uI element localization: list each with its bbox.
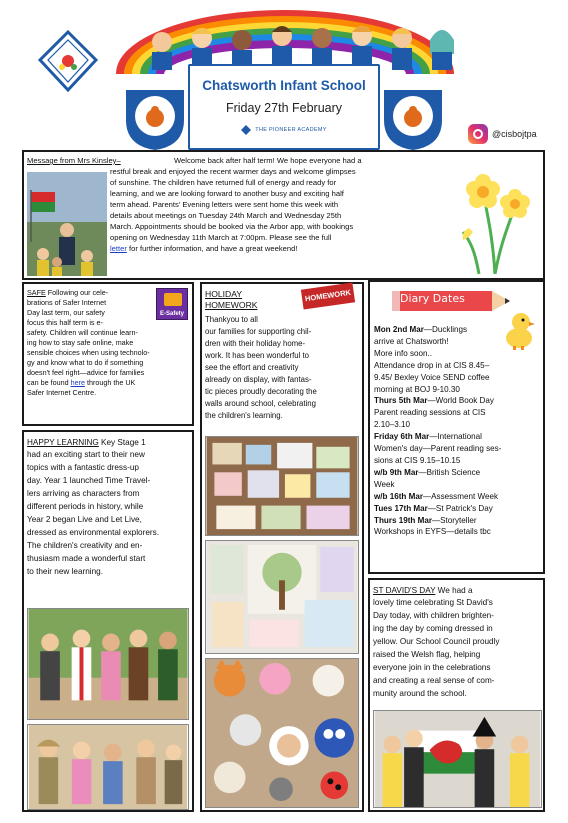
diary-entry bbox=[374, 431, 542, 443]
holiday-line: walls around school, celebrating bbox=[205, 399, 316, 408]
instagram-icon bbox=[468, 124, 488, 144]
holiday-homework-box bbox=[200, 282, 364, 812]
holiday-line: already on display, with fantas- bbox=[205, 375, 312, 384]
diary-entry bbox=[374, 443, 542, 455]
safe-line: SAFE Following our cele- bbox=[27, 288, 109, 297]
diary-entry bbox=[374, 360, 542, 372]
happy-heading: HAPPY LEARNING bbox=[27, 438, 99, 447]
diary-entry bbox=[374, 515, 542, 527]
diary-entry bbox=[374, 467, 542, 479]
diary-entry-date: w/b 16th Mar bbox=[374, 491, 424, 501]
diary-entry bbox=[374, 348, 542, 360]
safe-line: brations of Safer Internet bbox=[27, 298, 107, 307]
welsh-flag-photo bbox=[373, 710, 542, 808]
staff-photo bbox=[27, 172, 107, 276]
happy-line: lers arriving as characters from bbox=[27, 489, 140, 498]
david-line: yellow. Our School Council proudly bbox=[373, 637, 500, 646]
holiday-line: see the effort and creativity bbox=[205, 363, 299, 372]
holiday-line: the children's learning. bbox=[205, 411, 283, 420]
safe-line: ing how to stay safe online, make bbox=[27, 338, 134, 347]
pioneer-academy-logo bbox=[38, 30, 98, 92]
holiday-line: Thankyou to all bbox=[205, 315, 258, 324]
safe-line: can be found here through the UK bbox=[27, 378, 136, 387]
diary-entry-text: —International bbox=[429, 432, 482, 442]
diary-entry-text: sions at CIS 9.15–10.15 bbox=[374, 455, 461, 465]
safe-heading: SAFE bbox=[27, 288, 46, 297]
diary-entry-text: —Assessment Week bbox=[423, 491, 498, 501]
message-line: Welcome back after half term! We hope everyone had a bbox=[174, 156, 362, 165]
holiday-line: work. It has been wonderful to bbox=[205, 351, 310, 360]
message-line: opening on Wednesday 11th March at 7:00pm. Please see the full bbox=[110, 233, 332, 242]
happy-line: had an exciting start to their new bbox=[27, 450, 145, 459]
message-line: learning, and we are looking forward to another busy and exciting half bbox=[110, 189, 344, 198]
safe-line: safety. Children will continue learn- bbox=[27, 328, 138, 337]
diary-entry-text: Week bbox=[374, 479, 395, 489]
david-line: ST DAVID'S DAY We had a bbox=[373, 586, 473, 595]
david-line: and creating a real sense of com- bbox=[373, 676, 495, 685]
diary-entry bbox=[374, 384, 542, 396]
e-safety-badge: E-Safety bbox=[156, 288, 188, 320]
holiday-line: dren with their holiday home- bbox=[205, 339, 306, 348]
holiday-line: tic pieces proudly decorating the bbox=[205, 387, 317, 396]
daffodil-icon bbox=[455, 162, 537, 274]
diary-entry bbox=[374, 372, 542, 384]
happy-line: topics with a fantastic dress-up bbox=[27, 463, 139, 472]
diary-entry-text: 9.45/ Bexley Voice SEND coffee bbox=[374, 372, 490, 382]
safe-box bbox=[22, 282, 194, 426]
safe-line: sensible choices when using technolo- bbox=[27, 348, 150, 357]
diary-entry-date: Mon 2nd Mar bbox=[374, 325, 424, 334]
happy-line: Year 2 began Live and Let Live, bbox=[27, 515, 142, 524]
david-line: ing the day by coming dressed in bbox=[373, 624, 493, 633]
happy-line: to their new learning. bbox=[27, 567, 104, 576]
message-line: of sunshine. The children have returned full of energy and ready for bbox=[110, 178, 337, 187]
diary-entry-text: Women's day—Parent reading ses- bbox=[374, 444, 502, 454]
david-heading: ST DAVID'S DAY bbox=[373, 586, 436, 595]
david-line: everyone join in the celebrations bbox=[373, 663, 491, 672]
holiday-line: our families for supporting chil- bbox=[205, 327, 312, 336]
diary-list bbox=[374, 324, 542, 538]
diary-entry-text: 2.10–3.10 bbox=[374, 420, 411, 430]
diary-entry-text: Workshops in EYFS—details tbc bbox=[374, 527, 491, 537]
diary-entry-date: Thurs 5th Mar bbox=[374, 396, 428, 406]
safe-line: Day last term, our safety bbox=[27, 308, 105, 317]
david-line: lovely time celebrating St David's bbox=[373, 598, 493, 607]
school-crest-left bbox=[122, 86, 188, 152]
safe-line: Safer Internet Centre. bbox=[27, 388, 97, 397]
social-link[interactable] bbox=[468, 124, 537, 144]
diary-entry-date: w/b 9th Mar bbox=[374, 467, 419, 477]
explorers-photo bbox=[27, 724, 189, 810]
happy-learning-box bbox=[22, 430, 194, 812]
diary-entry bbox=[374, 407, 542, 419]
david-line: munity around the school. bbox=[373, 689, 467, 698]
diary-entry-text: Attendance drop in at CIS 8.45– bbox=[374, 360, 490, 370]
message-line: term ahead. Parents' Evening letters were sent home this week with bbox=[110, 200, 339, 209]
diary-entry bbox=[374, 395, 542, 407]
academy-mark bbox=[190, 125, 378, 135]
diary-entry-date: Tues 17th Mar bbox=[374, 503, 428, 513]
masks-artwork-photo bbox=[205, 658, 359, 808]
message-line-last: letter for further information, and have a great weekend! bbox=[110, 244, 298, 253]
happy-line: day. Year 1 launched Time Travel- bbox=[27, 476, 151, 485]
holiday-heading: HOLIDAY HOMEWORK bbox=[205, 289, 258, 310]
diary-entry-text: —World Book Day bbox=[427, 396, 494, 406]
letter-link[interactable]: letter bbox=[110, 244, 127, 253]
diary-title: Diary Dates bbox=[400, 292, 465, 305]
happy-line: different periods in history, while bbox=[27, 502, 144, 511]
message-line: March. Appointments should be booked via the Arbor app, with bookings bbox=[110, 222, 354, 231]
diary-entry-text: arrive at Chatsworth! bbox=[374, 336, 449, 346]
message-heading: Message from Mrs Kinsley– bbox=[27, 156, 121, 165]
happy-line: The children's creativity and en- bbox=[27, 541, 143, 550]
diary-entry bbox=[374, 503, 542, 515]
diary-entry-text: —Storyteller bbox=[432, 515, 477, 525]
message-line: details about meetings on Tuesday 24th March and Wednesday 25th bbox=[110, 211, 342, 220]
david-line: Day today, with children brighten- bbox=[373, 611, 494, 620]
newsletter-date: Friday 27th February bbox=[225, 101, 343, 115]
happy-line: dressed as environmental explorers. bbox=[27, 528, 159, 537]
children-illustration bbox=[140, 22, 470, 70]
safe-line: doesn't feel right—advice for families bbox=[27, 368, 145, 377]
diary-entry bbox=[374, 336, 542, 348]
tree-artwork-photo bbox=[205, 540, 359, 654]
diary-entry-text: —Ducklings bbox=[423, 325, 468, 334]
diary-entry-date: Thurs 19th Mar bbox=[374, 515, 433, 525]
happy-line: HAPPY LEARNING Key Stage 1 bbox=[27, 438, 146, 447]
diary-entry-text: —St Patrick's Day bbox=[427, 503, 493, 513]
title-banner bbox=[188, 64, 380, 150]
message-box bbox=[22, 150, 545, 280]
academy-icon bbox=[241, 125, 251, 135]
david-line: raised the Welsh flag, helping bbox=[373, 650, 481, 659]
diary-dates-box bbox=[368, 280, 545, 574]
diary-entry bbox=[374, 491, 542, 503]
diary-entry-text: morning at BOJ 9-10.30 bbox=[374, 384, 460, 394]
diary-entry bbox=[374, 419, 542, 431]
homework-display-photo bbox=[205, 436, 359, 536]
st-davids-day-box bbox=[368, 578, 545, 812]
social-handle: @cisbojtpa bbox=[492, 129, 537, 139]
happy-line: thusiasm made a wonderful start bbox=[27, 554, 146, 563]
safe-line: gy and know what to do if something bbox=[27, 358, 144, 367]
computer-icon bbox=[164, 293, 182, 306]
diary-entry bbox=[374, 526, 542, 538]
safe-link[interactable]: here bbox=[70, 378, 85, 387]
diary-entry-text: —British Science bbox=[418, 467, 481, 477]
diary-entry-text: More info soon.. bbox=[374, 348, 433, 358]
message-line: restful break and enjoyed the recent warmer days and welcome glimpses bbox=[110, 167, 356, 176]
diary-entry bbox=[374, 324, 542, 336]
academy-name: THE PIONEER ACADEMY bbox=[255, 127, 327, 133]
time-travellers-photo bbox=[27, 608, 189, 720]
diary-entry-date: Friday 6th Mar bbox=[374, 432, 430, 442]
school-crest-right bbox=[380, 86, 446, 152]
homework-stamp: HOMEWORK bbox=[301, 282, 355, 309]
diary-entry bbox=[374, 455, 542, 467]
safe-line: focus this half term is e- bbox=[27, 318, 103, 327]
diary-entry bbox=[374, 479, 542, 491]
school-name: Chatsworth Infant School bbox=[202, 78, 366, 93]
diary-entry-text: Parent reading sessions at CIS bbox=[374, 408, 486, 418]
